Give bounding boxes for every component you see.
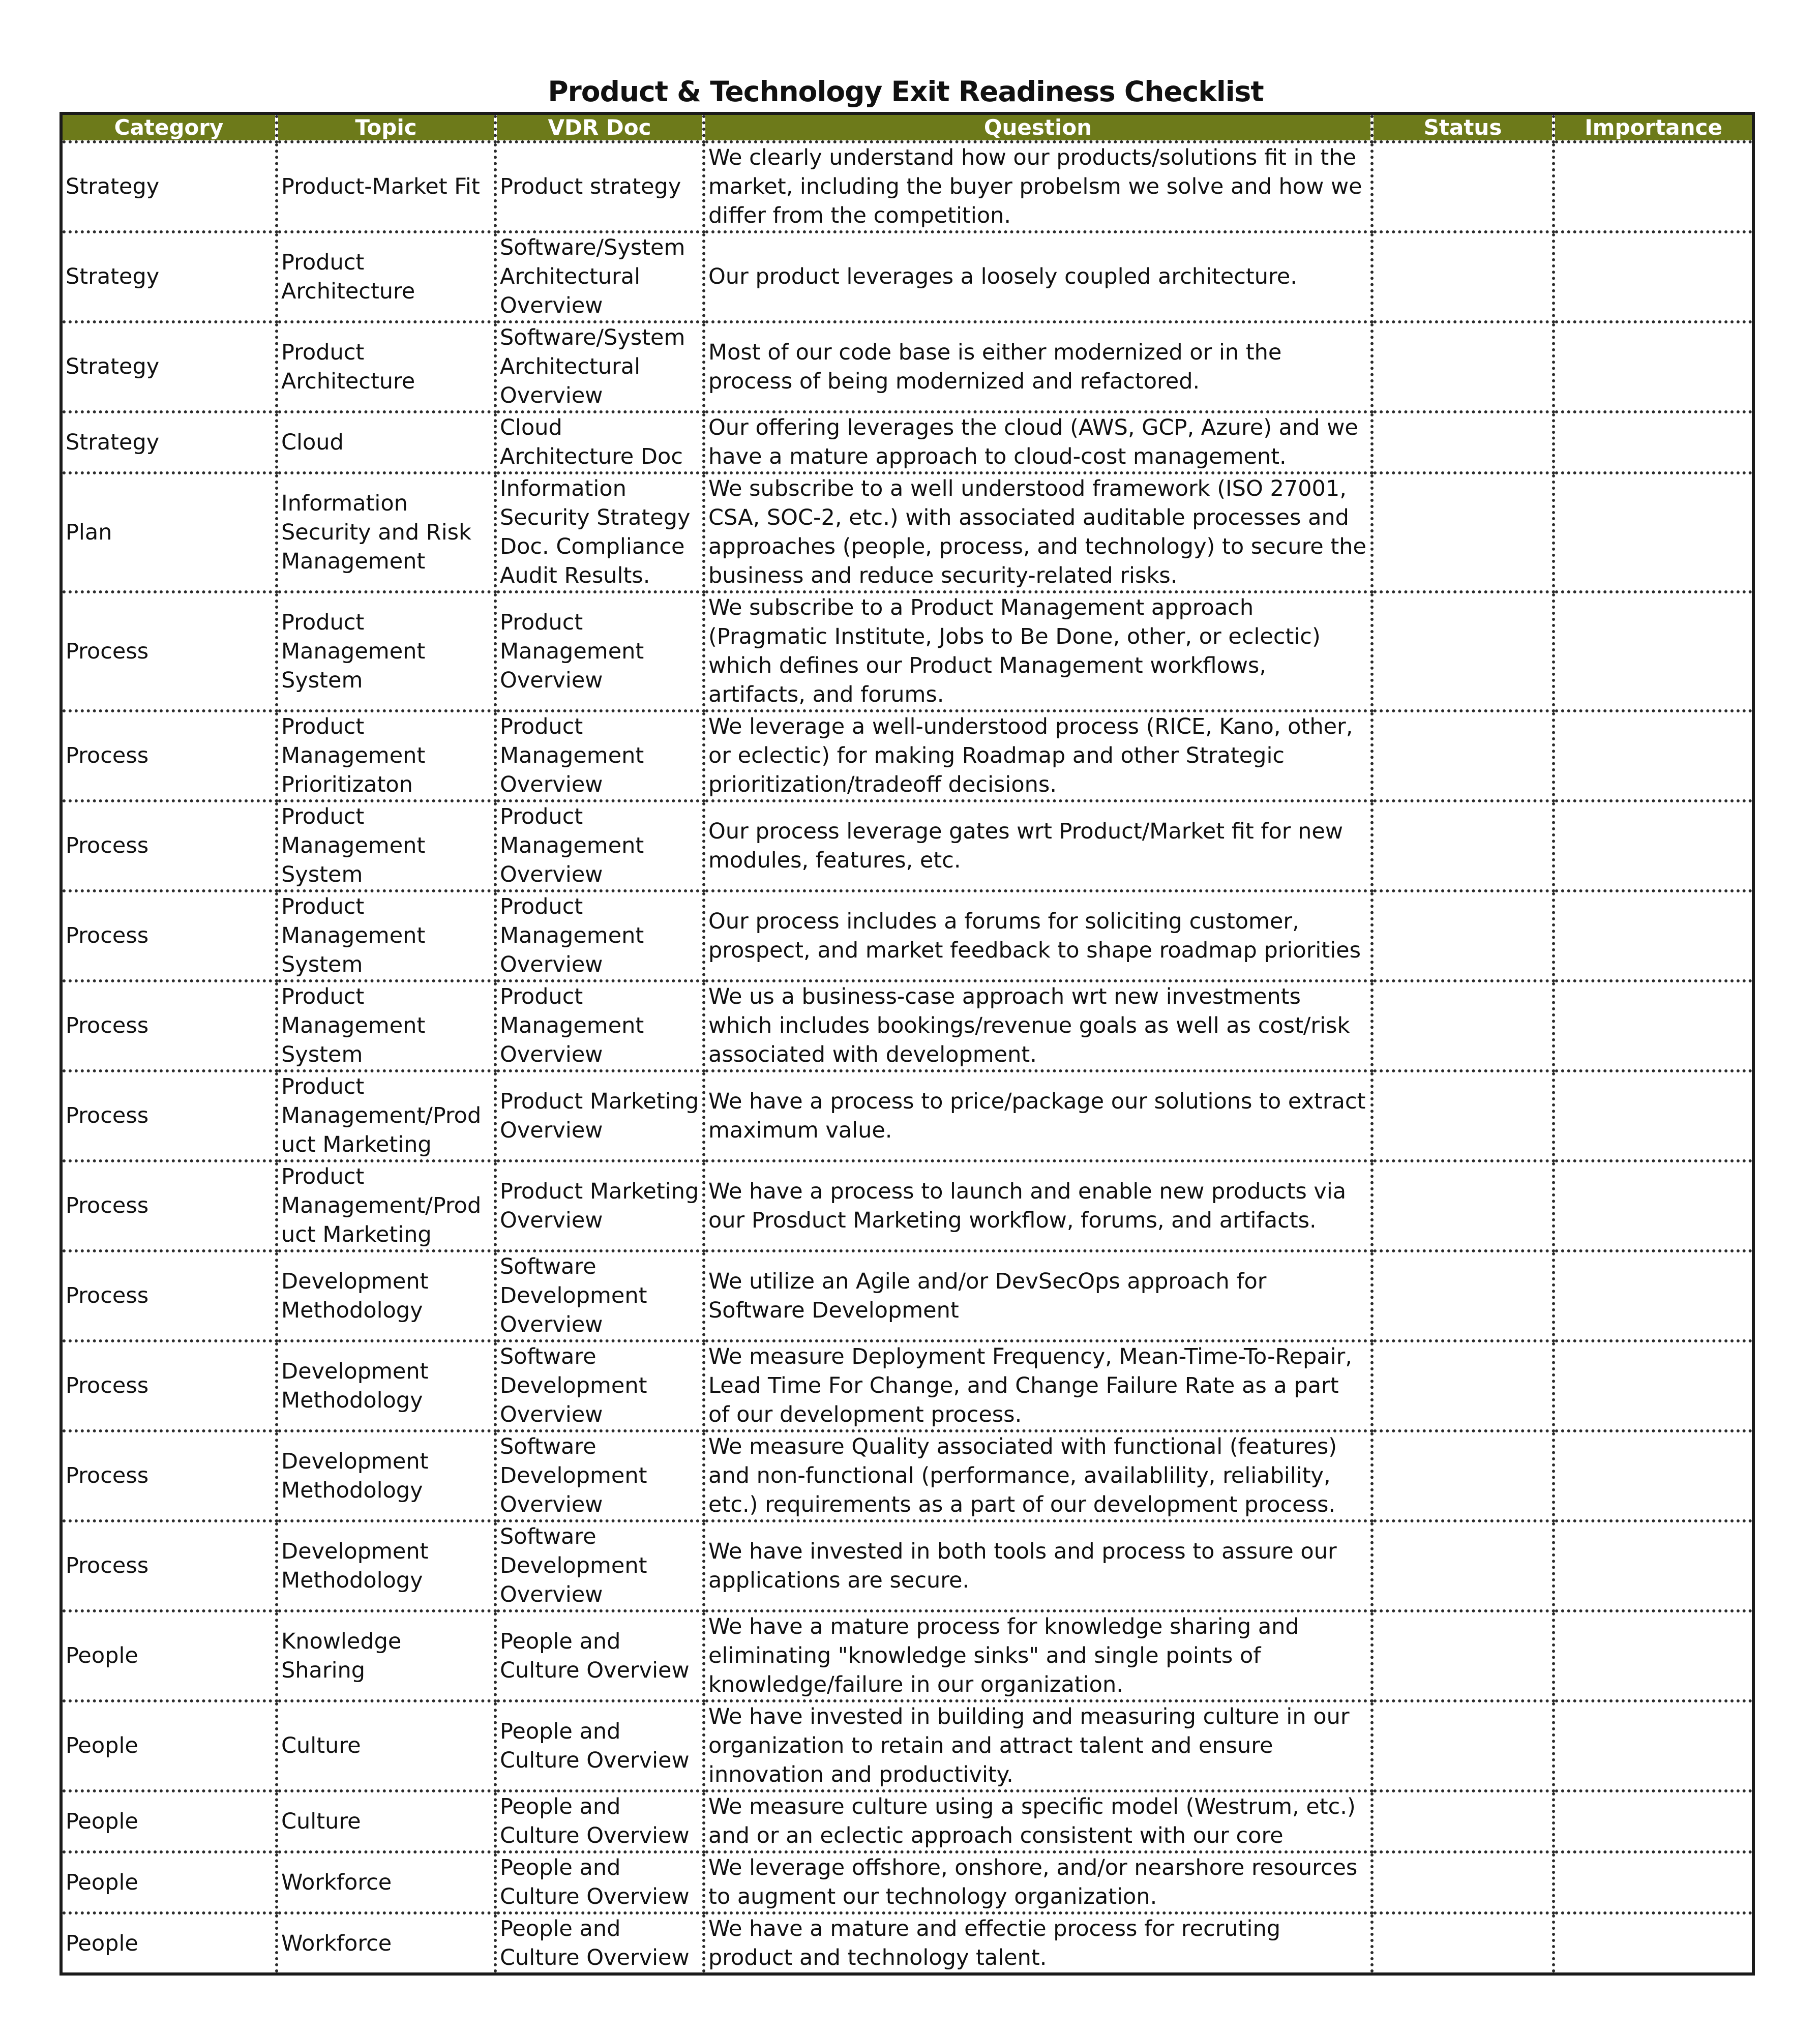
topic-cell[interactable]: Product Management Prioritizaton (277, 711, 495, 801)
vdr-doc-cell[interactable]: Product Management Overview (495, 981, 704, 1071)
table-row (61, 1913, 1753, 1974)
vdr-doc-cell[interactable]: Software Development Overview (495, 1431, 704, 1521)
table-row (61, 322, 1753, 412)
topic-cell[interactable]: Product Architecture (277, 232, 495, 322)
status-cell[interactable] (1372, 891, 1554, 981)
topic-cell[interactable]: Product Management System (277, 891, 495, 981)
importance-cell[interactable] (1554, 981, 1753, 1071)
column-header-category[interactable]: Category (61, 113, 277, 142)
vdr-doc-cell[interactable]: Product strategy (495, 142, 704, 232)
topic-cell[interactable]: Cloud (277, 412, 495, 473)
status-cell[interactable] (1372, 1791, 1554, 1852)
table-row (61, 592, 1753, 711)
header-row (61, 113, 1753, 142)
vdr-doc-cell[interactable]: Product Management Overview (495, 592, 704, 711)
vdr-doc-cell[interactable]: People and Culture Overview (495, 1791, 704, 1852)
table-row (61, 1341, 1753, 1431)
category-cell[interactable]: Process (61, 711, 277, 801)
importance-cell[interactable] (1554, 1251, 1753, 1341)
importance-cell[interactable] (1554, 1161, 1753, 1251)
question-cell[interactable]: We measure culture using a specific model (Westrum, etc.) and or an eclectic approach consistent with our core (704, 1791, 1372, 1852)
status-cell[interactable] (1372, 1071, 1554, 1161)
importance-cell[interactable] (1554, 1913, 1753, 1974)
question-cell[interactable]: We leverage a well-understood process (RICE, Kano, other, or eclectic) for making Roadmap and other Strategic prioritization/tradeoff decisions. (704, 711, 1372, 801)
column-header-question[interactable]: Question (704, 113, 1372, 142)
topic-cell[interactable]: Product Management System (277, 981, 495, 1071)
table-row (61, 1071, 1753, 1161)
table-row (61, 801, 1753, 891)
question-cell[interactable]: We utilize an Agile and/or DevSecOps approach for Software Development (704, 1251, 1372, 1341)
question-cell[interactable]: We measure Quality associated with functional (features) and non-functional (performance, availablility, reliability, etc.) requirements as a part of our development process. (704, 1431, 1372, 1521)
table-row (61, 412, 1753, 473)
importance-cell[interactable] (1554, 412, 1753, 473)
topic-cell[interactable]: Development Methodology (277, 1431, 495, 1521)
topic-cell[interactable]: Information Security and Risk Management (277, 473, 495, 592)
vdr-doc-cell[interactable]: People and Culture Overview (495, 1611, 704, 1701)
column-header-topic[interactable]: Topic (277, 113, 495, 142)
topic-cell[interactable]: Product Management/Product Marketing (277, 1161, 495, 1251)
importance-cell[interactable] (1554, 711, 1753, 801)
importance-cell[interactable] (1554, 801, 1753, 891)
table-row (61, 1852, 1753, 1913)
status-cell[interactable] (1372, 801, 1554, 891)
topic-cell[interactable]: Workforce (277, 1913, 495, 1974)
question-cell[interactable]: We leverage offshore, onshore, and/or nearshore resources to augment our technology organization. (704, 1852, 1372, 1913)
category-cell[interactable]: Process (61, 891, 277, 981)
status-cell[interactable] (1372, 1251, 1554, 1341)
vdr-doc-cell[interactable]: Software Development Overview (495, 1521, 704, 1611)
importance-cell[interactable] (1554, 1852, 1753, 1913)
status-cell[interactable] (1372, 1521, 1554, 1611)
question-cell[interactable]: Our product leverages a loosely coupled architecture. (704, 232, 1372, 322)
importance-cell[interactable] (1554, 1701, 1753, 1791)
question-cell[interactable]: We have invested in building and measuring culture in our organization to retain and attract talent and ensure innovation and productivity. (704, 1701, 1372, 1791)
importance-cell[interactable] (1554, 473, 1753, 592)
topic-cell[interactable]: Knowledge Sharing (277, 1611, 495, 1701)
vdr-doc-cell[interactable]: Software/System Architectural Overview (495, 322, 704, 412)
status-cell[interactable] (1372, 1611, 1554, 1701)
question-cell[interactable]: Our process leverage gates wrt Product/Market fit for new modules, features, etc. (704, 801, 1372, 891)
question-cell[interactable]: Most of our code base is either modernized or in the process of being modernized and refactored. (704, 322, 1372, 412)
topic-cell[interactable]: Product Management System (277, 592, 495, 711)
status-cell[interactable] (1372, 711, 1554, 801)
vdr-doc-cell[interactable]: People and Culture Overview (495, 1852, 704, 1913)
topic-cell[interactable]: Workforce (277, 1852, 495, 1913)
category-cell[interactable]: Process (61, 1431, 277, 1521)
status-cell[interactable] (1372, 322, 1554, 412)
topic-cell[interactable]: Development Methodology (277, 1521, 495, 1611)
checklist-sheet (59, 71, 1752, 1976)
status-cell[interactable] (1372, 981, 1554, 1071)
category-cell[interactable]: Strategy (61, 412, 277, 473)
status-cell[interactable] (1372, 1161, 1554, 1251)
category-cell[interactable]: Process (61, 592, 277, 711)
importance-cell[interactable] (1554, 1791, 1753, 1852)
status-cell[interactable] (1372, 142, 1554, 232)
vdr-doc-cell[interactable]: Cloud Architecture Doc (495, 412, 704, 473)
status-cell[interactable] (1372, 1701, 1554, 1791)
status-cell[interactable] (1372, 412, 1554, 473)
table-row (61, 1611, 1753, 1701)
category-cell[interactable]: Process (61, 1341, 277, 1431)
topic-cell[interactable]: Product Management/Product Marketing (277, 1071, 495, 1161)
category-cell[interactable]: Process (61, 801, 277, 891)
importance-cell[interactable] (1554, 891, 1753, 981)
status-cell[interactable] (1372, 1852, 1554, 1913)
status-cell[interactable] (1372, 592, 1554, 711)
question-cell[interactable]: We have a mature and effectie process for recruting product and technology talent. (704, 1913, 1372, 1974)
table-row (61, 711, 1753, 801)
status-cell[interactable] (1372, 473, 1554, 592)
question-cell[interactable]: We clearly understand how our products/solutions fit in the market, including the buyer probelsm we solve and how we differ from the competition. (704, 142, 1372, 232)
vdr-doc-cell[interactable]: People and Culture Overview (495, 1701, 704, 1791)
table-row (61, 1431, 1753, 1521)
status-cell[interactable] (1372, 232, 1554, 322)
vdr-doc-cell[interactable]: Product Management Overview (495, 891, 704, 981)
column-header-importance[interactable]: Importance (1554, 113, 1753, 142)
question-cell[interactable]: We measure Deployment Frequency, Mean-Time-To-Repair, Lead Time For Change, and Change Failure Rate as a part of our development process. (704, 1341, 1372, 1431)
topic-cell[interactable]: Product Architecture (277, 322, 495, 412)
importance-cell[interactable] (1554, 1431, 1753, 1521)
question-cell[interactable]: We subscribe to a Product Management approach (Pragmatic Institute, Jobs to Be Done, other, or eclectic) which defines our Product Management workflows, artifacts, and forums. (704, 592, 1372, 711)
question-cell[interactable]: We have a process to launch and enable new products via our Prosduct Marketing workflow, forums, and artifacts. (704, 1161, 1372, 1251)
category-cell[interactable]: Plan (61, 473, 277, 592)
vdr-doc-cell[interactable]: Information Security Strategy Doc. Compliance Audit Results. (495, 473, 704, 592)
topic-cell[interactable]: Product Management System (277, 801, 495, 891)
question-cell[interactable]: We us a business-case approach wrt new investments which includes bookings/revenue goals as well as cost/risk associated with development. (704, 981, 1372, 1071)
importance-cell[interactable] (1554, 1611, 1753, 1701)
column-header-status[interactable]: Status (1372, 113, 1554, 142)
table-row (61, 1161, 1753, 1251)
table-row (61, 142, 1753, 232)
checklist-table (59, 112, 1755, 1976)
table-row (61, 232, 1753, 322)
importance-cell[interactable] (1554, 142, 1753, 232)
topic-cell[interactable]: Product-Market Fit (277, 142, 495, 232)
vdr-doc-cell[interactable]: Product Marketing Overview (495, 1161, 704, 1251)
vdr-doc-cell[interactable]: Product Marketing Overview (495, 1071, 704, 1161)
vdr-doc-cell[interactable]: People and Culture Overview (495, 1913, 704, 1974)
vdr-doc-cell[interactable]: Product Management Overview (495, 711, 704, 801)
category-cell[interactable]: Process (61, 1251, 277, 1341)
vdr-doc-cell[interactable]: Software/System Architectural Overview (495, 232, 704, 322)
question-cell[interactable]: Our offering leverages the cloud (AWS, GCP, Azure) and we have a mature approach to cloud-cost management. (704, 412, 1372, 473)
column-header-vdr-doc[interactable]: VDR Doc (495, 113, 704, 142)
topic-cell[interactable]: Development Methodology (277, 1341, 495, 1431)
category-cell[interactable]: Strategy (61, 322, 277, 412)
status-cell[interactable] (1372, 1913, 1554, 1974)
page-title: Product & Technology Exit Readiness Checklist (548, 75, 1264, 108)
status-cell[interactable] (1372, 1431, 1554, 1521)
table-row (61, 1251, 1753, 1341)
table-row (61, 1701, 1753, 1791)
table-row (61, 1791, 1753, 1852)
topic-cell[interactable]: Development Methodology (277, 1251, 495, 1341)
question-cell[interactable]: We subscribe to a well understood framework (ISO 27001, CSA, SOC-2, etc.) with associated auditable processes and approaches (people, process, and technology) to secure the business and reduce security-related risks. (704, 473, 1372, 592)
vdr-doc-cell[interactable]: Software Development Overview (495, 1341, 704, 1431)
importance-cell[interactable] (1554, 1071, 1753, 1161)
category-cell[interactable]: Process (61, 1521, 277, 1611)
vdr-doc-cell[interactable]: Software Development Overview (495, 1251, 704, 1341)
question-cell[interactable]: We have invested in both tools and process to assure our applications are secure. (704, 1521, 1372, 1611)
importance-cell[interactable] (1554, 592, 1753, 711)
topic-cell[interactable]: Culture (277, 1701, 495, 1791)
question-cell[interactable]: Our process includes a forums for soliciting customer, prospect, and market feedback to shape roadmap priorities (704, 891, 1372, 981)
importance-cell[interactable] (1554, 1521, 1753, 1611)
category-cell[interactable]: People (61, 1791, 277, 1852)
category-cell[interactable]: People (61, 1913, 277, 1974)
topic-cell[interactable]: Culture (277, 1791, 495, 1852)
category-cell[interactable]: People (61, 1611, 277, 1701)
importance-cell[interactable] (1554, 1341, 1753, 1431)
vdr-doc-cell[interactable]: Product Management Overview (495, 801, 704, 891)
category-cell[interactable]: Strategy (61, 232, 277, 322)
table-row (61, 981, 1753, 1071)
importance-cell[interactable] (1554, 232, 1753, 322)
importance-cell[interactable] (1554, 322, 1753, 412)
table-row (61, 1521, 1753, 1611)
status-cell[interactable] (1372, 1341, 1554, 1431)
category-cell[interactable]: People (61, 1701, 277, 1791)
category-cell[interactable]: Process (61, 1071, 277, 1161)
question-cell[interactable]: We have a process to price/package our solutions to extract maximum value. (704, 1071, 1372, 1161)
table-row (61, 891, 1753, 981)
category-cell[interactable]: Process (61, 1161, 277, 1251)
table-row (61, 473, 1753, 592)
category-cell[interactable]: Strategy (61, 142, 277, 232)
question-cell[interactable]: We have a mature process for knowledge sharing and eliminating "knowledge sinks" and single points of knowledge/failure in our organization. (704, 1611, 1372, 1701)
category-cell[interactable]: Process (61, 981, 277, 1071)
category-cell[interactable]: People (61, 1852, 277, 1913)
